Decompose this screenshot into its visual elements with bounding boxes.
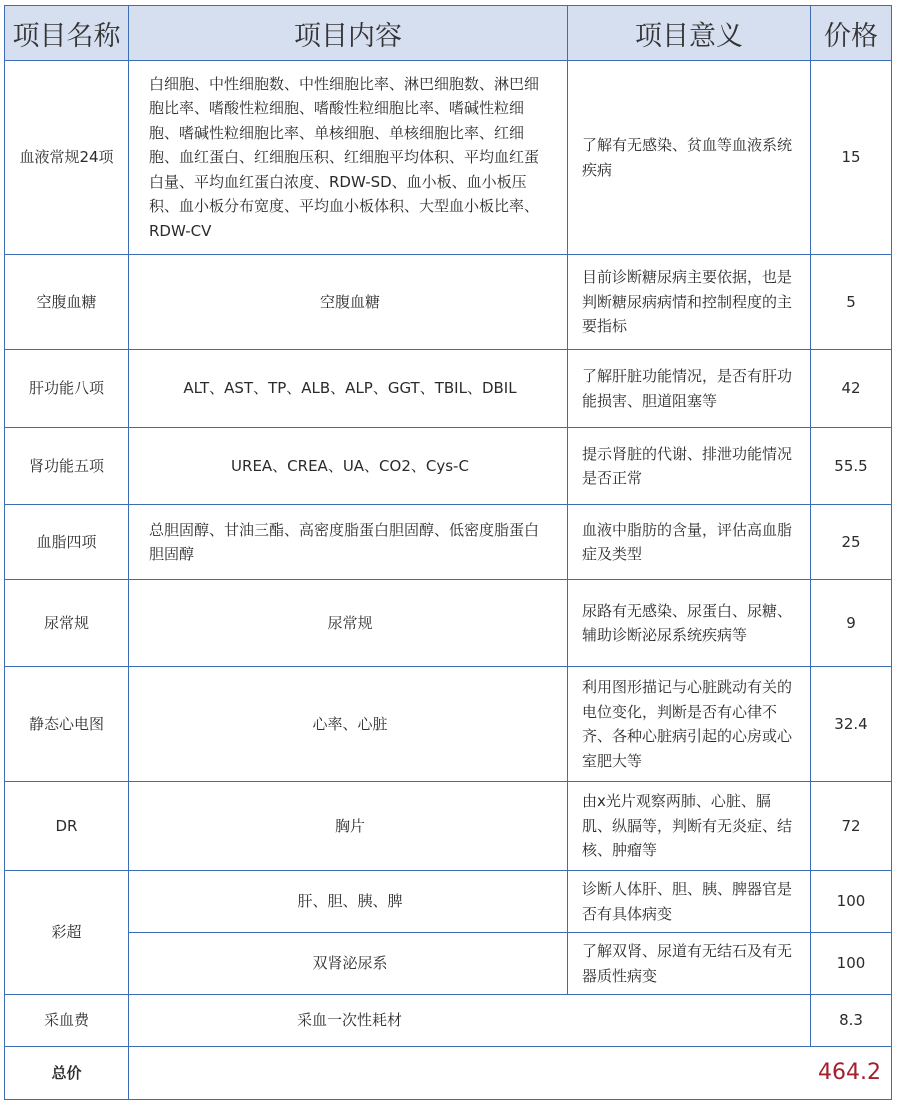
total-row <box>5 1047 892 1100</box>
table-row <box>5 667 892 782</box>
item-name: 肝功能八项 <box>5 350 129 428</box>
header-row <box>5 6 892 61</box>
item-meaning: 由x光片观察两肺、心脏、膈肌、纵膈等，判断有无炎症、结核、肿瘤等 <box>568 782 811 871</box>
item-name: 尿常规 <box>5 580 129 667</box>
item-name: 空腹血糖 <box>5 255 129 350</box>
price-table <box>4 5 892 1100</box>
table-row <box>5 255 892 350</box>
item-name: 肾功能五项 <box>5 428 129 505</box>
item-content: 采血一次性耗材 <box>129 995 811 1047</box>
item-content: 双肾泌尿系 <box>129 933 568 995</box>
item-meaning: 尿路有无感染、尿蛋白、尿糖、辅助诊断泌尿系统疾病等 <box>568 580 811 667</box>
item-price: 100 <box>811 933 892 995</box>
table-row <box>5 871 892 933</box>
item-price: 72 <box>811 782 892 871</box>
item-name: 血液常规24项 <box>5 61 129 255</box>
item-content: 白细胞、中性细胞数、中性细胞比率、淋巴细胞数、淋巴细胞比率、嗜酸性粒细胞、嗜酸性粒细胞比率、嗜碱性粒细胞、嗜碱性粒细胞比率、单核细胞、单核细胞比率、红细胞、血红蛋白、红细胞压积、红细胞平均体积、平均血红蛋白量、平均血红蛋白浓度、RDW-SD、血小板、血小板压积、血小板分布宽度、平均血小板体积、大型血小板比率、RDW-CV <box>129 61 568 255</box>
item-price: 9 <box>811 580 892 667</box>
item-content: 总胆固醇、甘油三酯、高密度脂蛋白胆固醇、低密度脂蛋白胆固醇 <box>129 505 568 580</box>
item-price: 8.3 <box>811 995 892 1047</box>
table-row <box>5 782 892 871</box>
table-row <box>5 933 892 995</box>
item-content: 空腹血糖 <box>129 255 568 350</box>
table-row <box>5 428 892 505</box>
item-meaning: 血液中脂肪的含量，评估高血脂症及类型 <box>568 505 811 580</box>
item-price: 42 <box>811 350 892 428</box>
item-price: 25 <box>811 505 892 580</box>
item-price: 32.4 <box>811 667 892 782</box>
item-price: 55.5 <box>811 428 892 505</box>
table-row <box>5 61 892 255</box>
total-label: 总价 <box>5 1047 129 1100</box>
item-name: 静态心电图 <box>5 667 129 782</box>
item-meaning: 了解肝脏功能情况，是否有肝功能损害、胆道阻塞等 <box>568 350 811 428</box>
header-name: 项目名称 <box>5 6 129 61</box>
table-row <box>5 580 892 667</box>
item-name: DR <box>5 782 129 871</box>
item-meaning: 提示肾脏的代谢、排泄功能情况是否正常 <box>568 428 811 505</box>
header-price: 价格 <box>811 6 892 61</box>
item-price: 15 <box>811 61 892 255</box>
item-content: 肝、胆、胰、脾 <box>129 871 568 933</box>
item-meaning: 目前诊断糖尿病主要依据，也是判断糖尿病病情和控制程度的主要指标 <box>568 255 811 350</box>
item-meaning: 利用图形描记与心脏跳动有关的电位变化，判断是否有心律不齐、各种心脏病引起的心房或心室肥大等 <box>568 667 811 782</box>
item-name: 彩超 <box>5 871 129 995</box>
item-content: 心率、心脏 <box>129 667 568 782</box>
total-value: 464.2 <box>129 1047 892 1100</box>
item-meaning: 了解双肾、尿道有无结石及有无器质性病变 <box>568 933 811 995</box>
table-row <box>5 995 892 1047</box>
item-content: UREA、CREA、UA、CO2、Cys-C <box>129 428 568 505</box>
table-row <box>5 350 892 428</box>
item-content: 胸片 <box>129 782 568 871</box>
header-content: 项目内容 <box>129 6 568 61</box>
item-content: 尿常规 <box>129 580 568 667</box>
item-name: 血脂四项 <box>5 505 129 580</box>
item-meaning: 了解有无感染、贫血等血液系统疾病 <box>568 61 811 255</box>
table-row <box>5 505 892 580</box>
item-name: 采血费 <box>5 995 129 1047</box>
item-content: ALT、AST、TP、ALB、ALP、GGT、TBIL、DBIL <box>129 350 568 428</box>
item-price: 5 <box>811 255 892 350</box>
item-price: 100 <box>811 871 892 933</box>
header-meaning: 项目意义 <box>568 6 811 61</box>
item-meaning: 诊断人体肝、胆、胰、脾器官是否有具体病变 <box>568 871 811 933</box>
